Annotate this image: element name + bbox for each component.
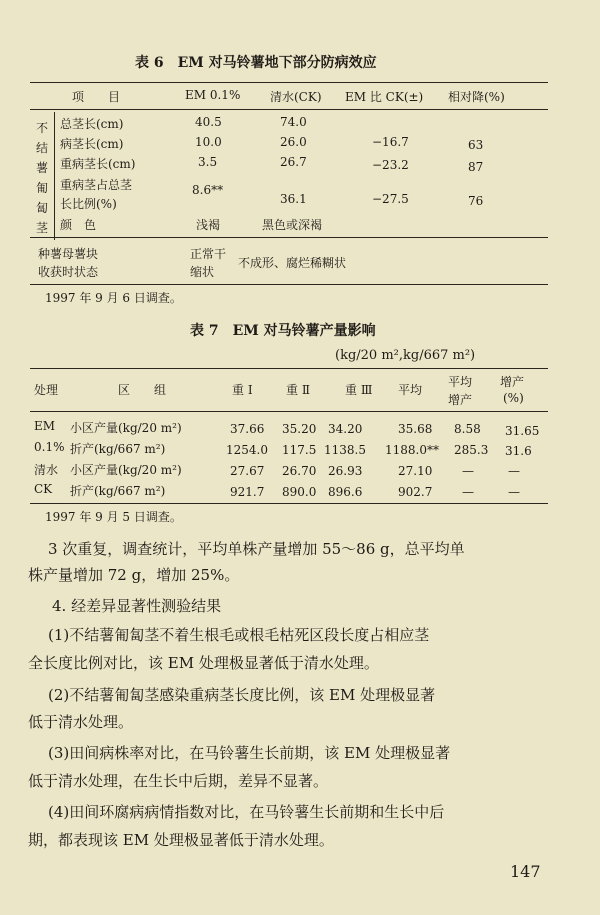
table7-row-zone: 折产(kg/667 m²)	[70, 484, 166, 498]
table6-last-ck: 不成形、腐烂稀糊状	[238, 256, 347, 270]
table7-note: 1997 年 9 月 5 日调查。	[45, 510, 182, 524]
table7-row-zone: 折产(kg/667 m²)	[70, 442, 166, 456]
table6-row-label: 重病茎长(cm)	[60, 157, 136, 171]
body-line: (1)不结薯匍匐茎不着生根毛或根毛枯死区段长度占相应茎	[48, 626, 430, 644]
table7-unit: (kg/20 m²,kg/667 m²)	[335, 348, 476, 363]
table6-row-diff: −23.2	[372, 158, 409, 172]
table7-row-avg-inc: —	[462, 485, 474, 499]
table6-row-diff: −27.5	[372, 192, 409, 206]
table6-last-label: 种薯母薯块	[38, 247, 99, 261]
table6-row-diff: −16.7	[372, 135, 409, 149]
table7-header-inc: (%)	[503, 391, 524, 405]
body-line: 低于清水处理。	[28, 713, 134, 731]
page-number: 147	[510, 862, 541, 881]
table7-header-r2: 重 Ⅱ	[286, 383, 310, 397]
table7-row-r3: 26.93	[328, 464, 363, 478]
body-line: (2)不结薯匍匐茎感染重病茎长度比例，该 EM 处理极显著	[48, 686, 436, 704]
table6-header-rule	[30, 109, 548, 110]
table7-header-avg-inc: 平均	[448, 375, 473, 389]
table6-row-label: 重病茎占总茎	[60, 178, 133, 192]
table7-row-r1: 1254.0	[226, 443, 268, 457]
table7-header-r1: 重 Ⅰ	[232, 383, 253, 397]
table7-row-avg: 27.10	[398, 464, 433, 478]
table6-mid-rule	[30, 237, 548, 238]
table7-row-avg-inc: 285.3	[454, 443, 489, 457]
table7-row-treat: CK	[34, 482, 53, 496]
table6-row-ck: 36.1	[280, 192, 307, 206]
table6-row-rel: 87	[468, 160, 484, 174]
table6-header-em: EM 0.1%	[185, 88, 241, 102]
table7-row-avg: 1188.0**	[385, 443, 439, 457]
table6-row-em: 8.6**	[192, 183, 224, 197]
table6-header-diff: EM 比 CK(±)	[345, 90, 424, 104]
table7-header-zone: 区 组	[118, 383, 167, 397]
table7-title: 表 7 EM 对马铃薯产量影响	[190, 323, 376, 339]
table7-row-inc: —	[508, 464, 520, 478]
table7-bottom-rule	[30, 503, 548, 504]
table6-row-label: 颜 色	[60, 218, 97, 232]
table6-title: 表 6 EM 对马铃薯地下部分防病效应	[135, 55, 377, 71]
body-line: 期，都表现该 EM 处理极显著低于清水处理。	[28, 831, 334, 849]
table6-row-label: 长比例(%)	[60, 197, 117, 211]
body-line: 3 次重复，调查统计，平均单株产量增加 55～86 g，总平均单	[48, 540, 465, 558]
table7-row-r1: 27.67	[230, 464, 265, 478]
table7-header-r3: 重 Ⅲ	[345, 383, 373, 397]
table7-header-avg: 平均	[398, 383, 423, 397]
table7-row-inc: —	[508, 485, 520, 499]
table7-row-avg: 35.68	[398, 422, 433, 436]
table6-top-rule	[30, 82, 548, 83]
table7-row-r3: 1138.5	[324, 443, 366, 457]
table7-header-avg-inc: 增产	[448, 393, 473, 407]
table6-row-rel: 76	[468, 194, 484, 208]
table6-row-label: 病茎长(cm)	[60, 137, 124, 151]
table6-row-ck: 74.0	[280, 115, 307, 129]
table7-row-r2: 117.5	[282, 443, 317, 457]
table7-top-rule	[30, 368, 548, 369]
table6-header-item: 项 目	[72, 90, 121, 104]
body-line: 全长度比例对比，该 EM 处理极显著低于清水处理。	[28, 654, 379, 672]
table6-row-em: 3.5	[198, 155, 218, 169]
table7-row-r3: 896.6	[328, 485, 363, 499]
body-line: 株产量增加 72 g，增加 25%。	[28, 566, 240, 584]
body-line: 低于清水处理，在生长中后期，差异不显著。	[28, 772, 329, 790]
table6-note: 1997 年 9 月 6 日调查。	[45, 291, 182, 305]
table6-header-rel: 相对降(%)	[448, 90, 505, 104]
table6-group-label: 不 结 薯 匍 匐 茎	[36, 121, 49, 235]
table7-row-inc: 31.65	[505, 424, 540, 438]
table7-row-treat: 0.1%	[34, 440, 65, 454]
table7-row-avg-inc: —	[462, 464, 474, 478]
table6-header-ck: 清水(CK)	[270, 90, 322, 104]
table6-bottom-rule	[30, 284, 548, 285]
table7-row-r3: 34.20	[328, 422, 363, 436]
table7-header-treat: 处理	[34, 383, 59, 397]
table7-row-zone: 小区产量(kg/20 m²)	[70, 421, 182, 435]
table6-row-ck: 黑色或深褐	[262, 218, 323, 232]
table7-row-r2: 35.20	[282, 422, 317, 436]
table7-row-r1: 921.7	[230, 485, 265, 499]
table7-header-inc: 增产	[500, 375, 525, 389]
table7-row-zone: 小区产量(kg/20 m²)	[70, 463, 182, 477]
table6-last-label: 收获时状态	[38, 265, 99, 279]
table6-last-em: 正常干	[190, 247, 227, 261]
table6-row-ck: 26.0	[280, 135, 307, 149]
table6-row-em: 浅褐	[196, 218, 221, 232]
table7-row-r1: 37.66	[230, 422, 265, 436]
table7-row-inc: 31.6	[505, 444, 532, 458]
body-line: (4)田间环腐病病情指数对比，在马铃薯生长前期和生长中后	[48, 803, 445, 821]
table7-row-r2: 890.0	[282, 485, 317, 499]
body-line: (3)田间病株率对比，在马铃薯生长前期，该 EM 处理极显著	[48, 744, 451, 762]
table6-last-em: 缩状	[190, 265, 215, 279]
table7-header-rule	[30, 411, 548, 412]
table6-row-ck: 26.7	[280, 155, 307, 169]
table7-row-treat: EM	[34, 419, 56, 433]
table6-group-brace	[54, 112, 55, 240]
section-heading: 4. 经差异显著性测验结果	[52, 597, 222, 615]
table7-row-treat: 清水	[34, 463, 59, 477]
table6-row-rel: 63	[468, 138, 484, 152]
table6-row-label: 总茎长(cm)	[60, 117, 124, 131]
table6-row-em: 40.5	[195, 115, 222, 129]
table7-row-avg-inc: 8.58	[454, 422, 481, 436]
table6-row-em: 10.0	[195, 135, 222, 149]
table7-row-avg: 902.7	[398, 485, 433, 499]
table7-row-r2: 26.70	[282, 464, 317, 478]
